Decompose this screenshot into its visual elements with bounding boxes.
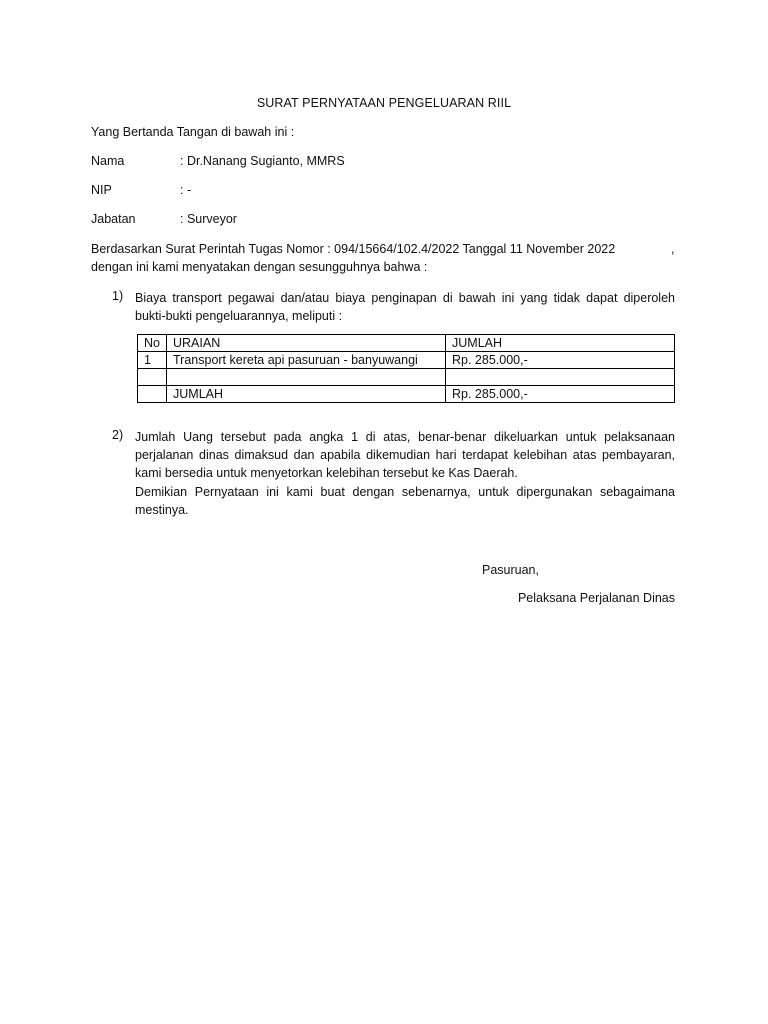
table-cell <box>167 369 446 386</box>
table-cell: Rp. 285.000,- <box>446 352 675 369</box>
basis-line-1: Berdasarkan Surat Perintah Tugas Nomor : 094/15664/102.4/2022 Tanggal 11 November 2022 <box>91 242 616 256</box>
field-label-nama: Nama <box>91 154 125 168</box>
table-cell: 1 <box>138 352 167 369</box>
expense-table <box>137 334 675 403</box>
point-2-number: 2) <box>112 428 124 442</box>
table-header-row <box>138 335 675 352</box>
place-text: Pasuruan, <box>482 563 539 577</box>
point-2-text: Jumlah Uang tersebut pada angka 1 di atas, benar-benar dikeluarkan untuk pelaksanaan perjalanan dinas dimaksud dan apabila dikemudian hari terdapat kelebihan atas pembayaran, kami bersedia untuk menyetorkan kelebihan tersebut ke Kas Daerah. <box>135 430 675 480</box>
table-cell <box>138 369 167 386</box>
field-value-jabatan: : Surveyor <box>180 212 237 226</box>
table-cell: Transport kereta api pasuruan - banyuwangi <box>167 352 446 369</box>
point-1-number: 1) <box>112 289 124 303</box>
field-label-jabatan: Jabatan <box>91 212 136 226</box>
basis-line-2: dengan ini kami menyatakan dengan sesungguhnya bahwa : <box>91 260 428 274</box>
signer-role: Pelaksana Perjalanan Dinas <box>517 591 675 605</box>
field-value-nama: : Dr.Nanang Sugianto, MMRS <box>180 154 345 168</box>
table-row <box>138 352 675 369</box>
header-cell-jumlah: JUMLAH <box>446 335 675 352</box>
table-row <box>138 369 675 386</box>
table-cell: JUMLAH <box>167 386 446 403</box>
intro-text: Yang Bertanda Tangan di bawah ini : <box>91 125 295 139</box>
basis-comma: , <box>671 242 675 256</box>
field-label-nip: NIP <box>91 183 112 197</box>
header-cell-no: No <box>138 335 167 352</box>
document-title: SURAT PERNYATAAN PENGELUARAN RIIL <box>256 96 512 110</box>
table-total-row <box>138 386 675 403</box>
header-cell-uraian: URAIAN <box>167 335 446 352</box>
table-cell <box>138 386 167 403</box>
field-value-nip: : - <box>180 183 192 197</box>
table-cell <box>446 369 675 386</box>
point-1-text: Biaya transport pegawai dan/atau biaya penginapan di bawah ini yang tidak dapat diperoleh bukti-bukti pengeluarannya, meliputi : <box>135 291 675 323</box>
table-cell: Rp. 285.000,- <box>446 386 675 403</box>
closing-text: Demikian Pernyataan ini kami buat dengan sebenarnya, untuk dipergunakan sebagaimana mestinya. <box>135 485 675 517</box>
